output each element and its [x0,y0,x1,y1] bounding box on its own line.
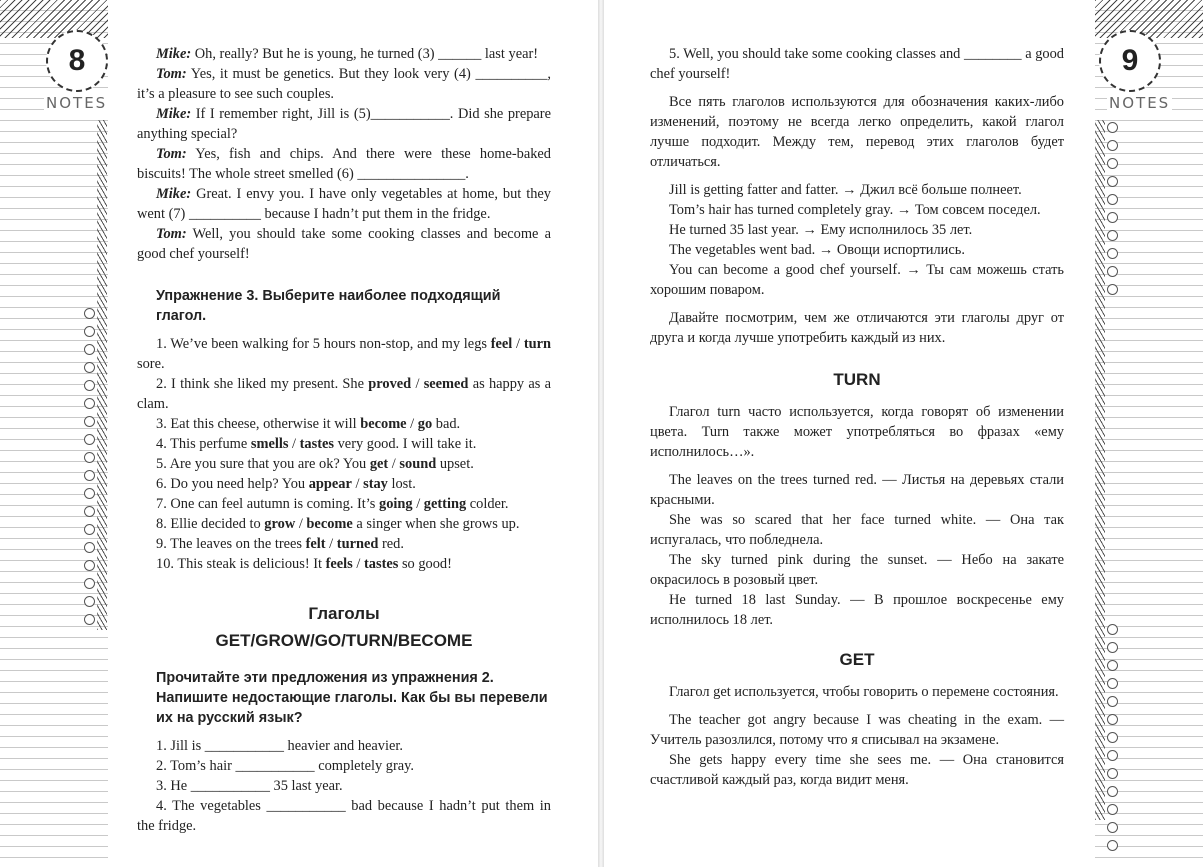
spiral-ring [84,452,95,463]
spiral-ring [84,506,95,517]
blank-item: 3. He ___________ 35 last year. [156,778,343,794]
intro-paragraph: Все пять глаголов используются для обозначения каких-либо изменений, поэтому не всегда легко определить, какой глагол лучше подходит. Между тем, перевод этих глаголов будет отличаться. [650,94,1064,170]
spiral-ring [84,344,95,355]
dialogue-line: Mike: Great. I envy you. I have only vegetables at home, but they went (7) __________ because I hadn’t put them in the fridge. [137,186,551,222]
dialogue-line: Mike: Oh, really? But he is young, he turned (3) ______ last year! [156,46,539,62]
exercise-item: 8. Ellie decided to grow / become a singer when she grows up. [156,516,520,532]
spiral-ring [1107,176,1118,187]
spiral-ring [1107,768,1118,779]
spiral-ring [1107,284,1118,295]
read-task-heading: Прочитайте эти предложения из упражнения 2. Напишите недостающие глаголы. Как бы вы перевели их на русский язык? [156,670,548,726]
notes-margin-right [1095,0,1203,867]
compare-paragraph: Давайте посмотрим, чем же отличаются эти глаголы друг от друга и когда лучше употребить каждый из них. [650,310,1064,346]
spiral-ring [84,380,95,391]
get-example: The teacher got angry because I was cheating in the exam. — Учитель разозлился, потому что я списывал на экзамене. [650,712,1064,748]
margin-hatching-top [1095,0,1203,38]
page-number: 9 [1121,44,1139,77]
dialogue-line: Mike: If I remember right, Jill is (5)___________. Did she prepare anything special? [137,106,551,142]
spiral-ring [1107,212,1118,223]
spiral-rings-right-top [1107,122,1118,295]
exercise-item: 7. One can feel autumn is coming. It’s going / getting colder. [156,496,509,512]
arrow-icon: → [802,222,817,238]
turn-example: The sky turned pink during the sunset. — Небо на закате окрасилось в розовый цвет. [650,552,1064,588]
exercise-item: 1. We’ve been walking for 5 hours non-stop, and my legs feel / turn sore. [137,336,551,372]
spiral-ring [84,614,95,625]
turn-example: The leaves on the trees turned red. — Листья на деревьях стали красными. [650,472,1064,508]
arrow-icon: → [842,182,857,198]
spiral-ring [1107,194,1118,205]
spiral-ring [84,542,95,553]
spiral-ring [1107,122,1118,133]
turn-heading: TURN [833,370,881,389]
spiral-rings-right-bottom [1107,624,1118,851]
spiral-ring [84,470,95,481]
get-example: She gets happy every time she sees me. — Она становится счастливой каждый раз, когда видит меня. [650,752,1064,788]
spiral-ring [84,362,95,373]
left-page-text [137,44,551,836]
translation-line: You can become a good chef yourself. → Ты сам можешь стать хорошим поваром. [650,262,1064,298]
spiral-ring [1107,624,1118,635]
spiral-ring [1107,786,1118,797]
spiral-ring [1107,230,1118,241]
exercise-3-heading: Упражнение 3. Выберите наиболее подходящий глагол. [156,288,501,324]
turn-example: She was so scared that her face turned white. — Она так испугалась, что побледнела. [650,512,1064,548]
spiral-ring [1107,678,1118,689]
margin-hatching-top [0,0,108,38]
get-heading: GET [839,650,875,669]
spiral-rings-left [84,308,95,625]
turn-intro: Глагол turn часто используется, когда говорят об изменении цвета. Turn также может употребляться во фразах «ему исполнилось…». [650,404,1064,460]
spiral-ring [84,434,95,445]
spiral-ring [1107,266,1118,277]
notes-label: NOTES [1109,94,1171,112]
translation-line: He turned 35 last year. → Ему исполнилось 35 лет. [669,222,973,238]
exercise-3-items [137,334,551,574]
blank-item: 1. Jill is ___________ heavier and heavier. [156,738,403,754]
notes-margin-left [0,0,108,867]
spiral-ring [1107,642,1118,653]
spiral-ring [1107,804,1118,815]
get-intro: Глагол get используется, чтобы говорить о перемене состояния. [669,684,1059,700]
blank-item: 4. The vegetables ___________ bad because I hadn’t put them in the fridge. [137,798,551,834]
translation-line: Tom’s hair has turned completely gray. → Том совсем поседел. [669,202,1041,218]
turn-example: He turned 18 last Sunday. — В прошлое воскресенье ему исполнилось 18 лет. [650,592,1064,628]
spiral-ring [84,326,95,337]
spiral-ring [1107,660,1118,671]
exercise-item: 9. The leaves on the trees felt / turned red. [156,536,404,552]
dialogue-line: Tom: Yes, fish and chips. And there were these home-baked biscuits! The whole street smelled (6) _______________. [137,146,551,182]
spiral-ring [84,578,95,589]
spiral-ring [84,416,95,427]
exercise-item: 5. Well, you should take some cooking classes and ________ a good chef yourself! [650,46,1064,82]
spiral-ring [1107,248,1118,259]
spiral-ring [1107,140,1118,151]
exercise-item: 6. Do you need help? You appear / stay lost. [156,476,416,492]
spiral-ring [1107,158,1118,169]
exercise-item: 10. This steak is delicious! It feels / tastes so good! [156,556,452,572]
spiral-ring [1107,714,1118,725]
spiral-ring [84,308,95,319]
page-number: 8 [68,44,86,77]
spiral-ring [1107,750,1118,761]
page-number-circle [46,30,108,92]
verbs-heading-line2: GET/GROW/GO/TURN/BECOME [215,631,473,650]
exercise-item: 4. This perfume smells / tastes very good. I will take it. [156,436,477,452]
verbs-heading-line1: Глаголы [308,604,380,623]
margin-hatching-right [97,120,107,630]
dialogue-line: Tom: Yes, it must be genetics. But they look very (4) __________, it’s a pleasure to see such couples. [137,66,551,102]
spiral-ring [1107,840,1118,851]
spiral-ring [84,596,95,607]
exercise-item: 5. Are you sure that you are ok? You get / sound upset. [156,456,474,472]
exercise-item: 3. Eat this cheese, otherwise it will become / go bad. [156,416,461,432]
spiral-ring [84,398,95,409]
spiral-ring [1107,732,1118,743]
exercise-item: 2. I think she liked my present. She proved / seemed as happy as a clam. [137,376,551,412]
spiral-ring [1107,696,1118,707]
arrow-icon: → [896,202,912,218]
arrow-icon: → [906,262,921,278]
notes-label: NOTES [46,94,108,112]
blank-item: 2. Tom’s hair ___________ completely gray. [156,758,414,774]
page-number-circle [1099,30,1161,92]
margin-hatching-left [1095,120,1105,820]
translation-line: Jill is getting fatter and fatter. → Джил всё больше полнеет. [669,182,1022,198]
spiral-ring [84,524,95,535]
right-page-text [650,44,1064,790]
spiral-ring [1107,822,1118,833]
translation-line: The vegetables went bad. → Овощи испортились. [669,242,965,258]
spiral-ring [84,560,95,571]
arrow-icon: → [818,242,834,258]
spiral-ring [84,488,95,499]
dialogue-line: Tom: Well, you should take some cooking classes and become a good chef yourself! [137,226,551,262]
